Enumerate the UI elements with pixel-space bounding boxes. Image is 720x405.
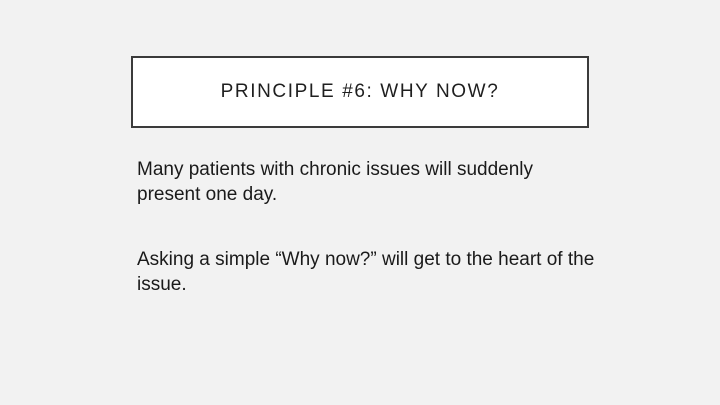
- slide-body: [137, 157, 597, 297]
- body-paragraph-2: Asking a simple “Why now?” will get to the heart of the issue.: [137, 249, 595, 295]
- title-box: [131, 56, 589, 128]
- body-paragraph-1: Many patients with chronic issues will suddenly present one day.: [137, 159, 534, 205]
- slide-title: PRINCIPLE #6: WHY NOW?: [220, 81, 500, 102]
